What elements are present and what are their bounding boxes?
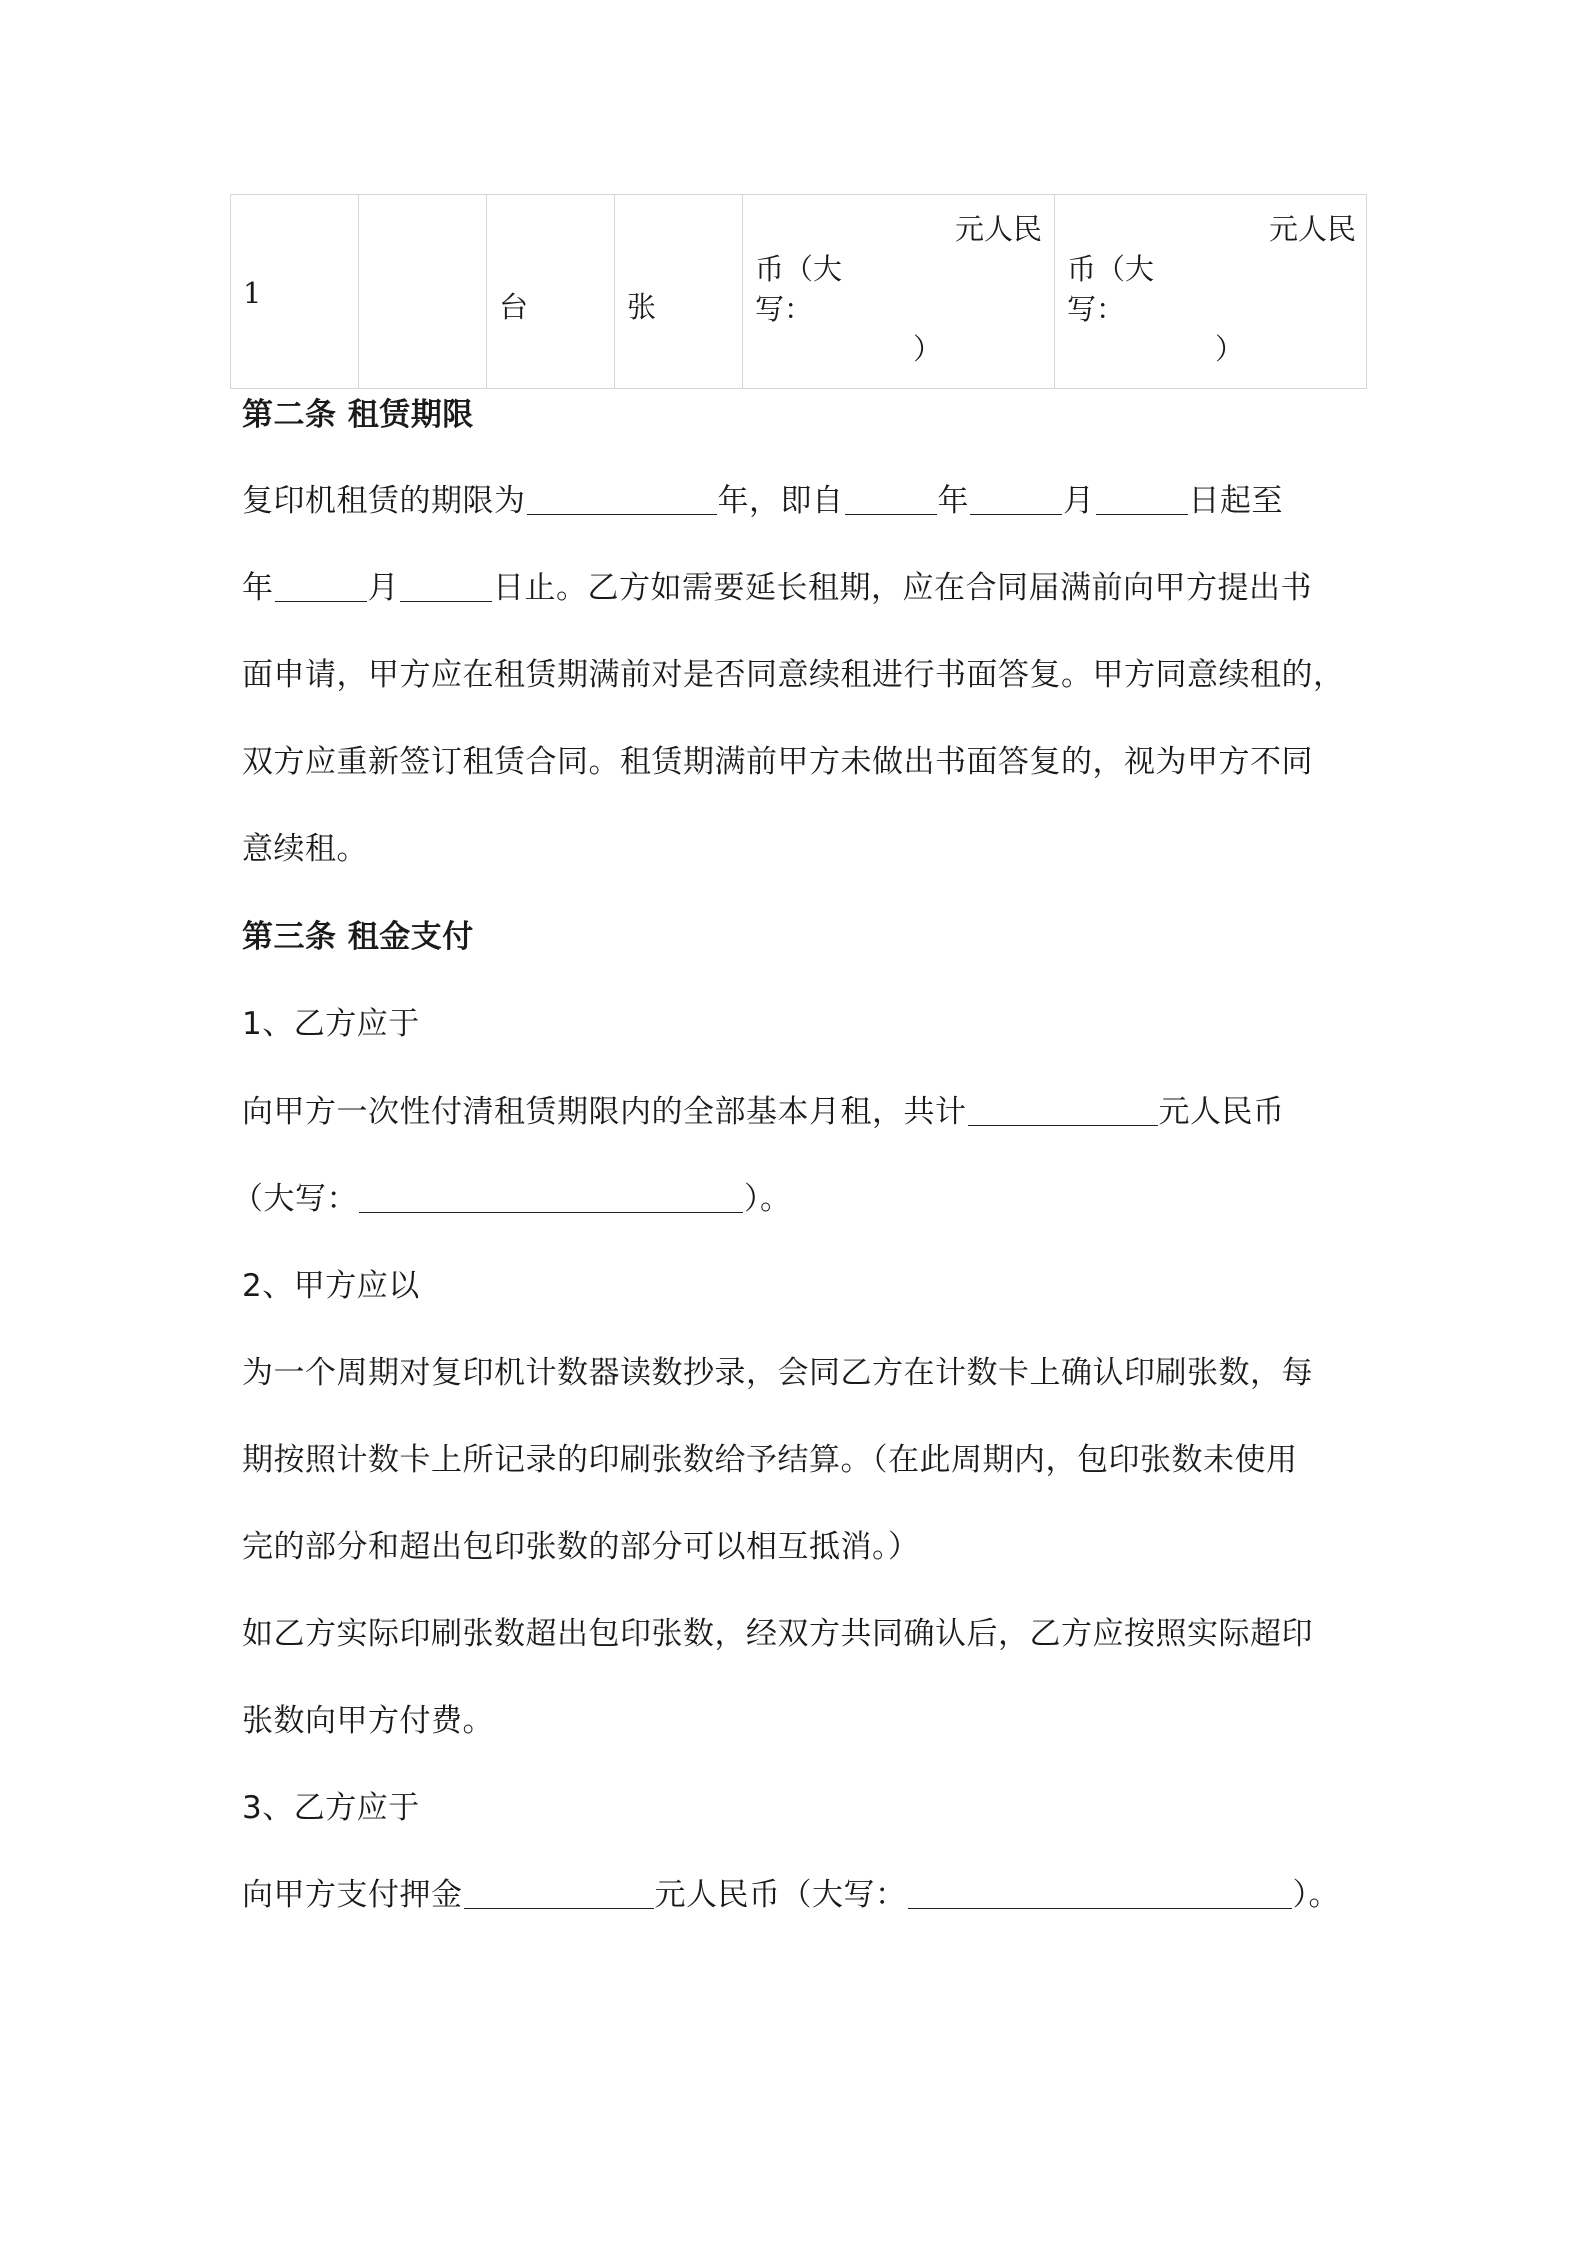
article2-line2 bbox=[242, 570, 1312, 606]
price-a-line2: 币（大 bbox=[755, 252, 843, 286]
text-segment: ）。 bbox=[744, 1181, 792, 1217]
fill-blank-start-year[interactable] bbox=[845, 513, 937, 515]
fill-blank-rent-uppercase[interactable] bbox=[359, 1211, 743, 1213]
article3-item2-line4: 如乙方实际印刷张数超出包印张数，经双方共同确认后，乙方应按照实际超印 bbox=[242, 1616, 1313, 1652]
text-segment: 复印机租赁的期限为 bbox=[242, 483, 526, 519]
text-segment: 日止。乙方如需要延长租期，应在合同届满前向甲方提出书 bbox=[493, 570, 1312, 606]
price-a-line1: 元人民 bbox=[954, 212, 1042, 246]
text-segment: 年 bbox=[937, 483, 969, 519]
table-row bbox=[231, 195, 1367, 389]
article2-line4: 双方应重新签订租赁合同。租赁期满前甲方未做出书面答复的，视为甲方不同 bbox=[242, 744, 1313, 780]
fill-blank-start-day[interactable] bbox=[1096, 513, 1188, 515]
article2-heading: 第二条 租赁期限 bbox=[242, 397, 474, 433]
article3-item1-line2 bbox=[232, 1181, 792, 1217]
article3-item2-line3: 完的部分和超出包印张数的部分可以相互抵消。） bbox=[242, 1529, 920, 1565]
table-cell-unit bbox=[615, 195, 743, 389]
price-b-line4: ） bbox=[1215, 332, 1245, 366]
article3-heading: 第三条 租金支付 bbox=[242, 919, 474, 955]
table-cell-empty bbox=[359, 195, 487, 389]
fill-blank-deposit-uppercase[interactable] bbox=[908, 1907, 1292, 1909]
text-segment: 元人民币（大写： bbox=[654, 1877, 907, 1913]
price-b-line3: 写： bbox=[1067, 292, 1126, 326]
row-index: 1 bbox=[243, 276, 262, 310]
fill-blank-end-month-year[interactable] bbox=[275, 600, 367, 602]
unit-tai: 台 bbox=[499, 290, 529, 324]
article3-item3: 3、乙方应于 bbox=[242, 1790, 420, 1826]
article2-line5: 意续租。 bbox=[242, 831, 368, 867]
text-segment: 年，即自 bbox=[717, 483, 844, 519]
text-segment: （大写： bbox=[232, 1181, 358, 1217]
price-a-line4: ） bbox=[913, 332, 943, 366]
rental-items-table bbox=[230, 194, 1367, 389]
text-segment: 月 bbox=[1063, 483, 1095, 519]
text-segment: 年 bbox=[242, 570, 274, 606]
article3-item3-line1 bbox=[242, 1877, 1340, 1913]
text-segment: ）。 bbox=[1292, 1877, 1340, 1913]
table-cell-unit bbox=[487, 195, 615, 389]
text-segment: 日起至 bbox=[1188, 483, 1283, 519]
article2-line3: 面申请，甲方应在租赁期满前对是否同意续租进行书面答复。甲方同意续租的， bbox=[242, 657, 1345, 693]
price-b-line1: 元人民 bbox=[1268, 212, 1356, 246]
article3-item2: 2、甲方应以 bbox=[242, 1268, 420, 1304]
article3-item2-line5: 张数向甲方付费。 bbox=[242, 1703, 494, 1739]
article3-item1-line1 bbox=[242, 1094, 1285, 1130]
text-segment: 向甲方支付押金 bbox=[242, 1877, 463, 1913]
table-cell-index bbox=[231, 195, 359, 389]
article3-item2-line2: 期按照计数卡上所记录的印刷张数给予结算。（在此周期内，包印张数未使用 bbox=[242, 1442, 1298, 1478]
article2-line1 bbox=[242, 483, 1283, 519]
article3-item1: 1、乙方应于 bbox=[242, 1006, 420, 1042]
price-a-line3: 写： bbox=[755, 292, 814, 326]
table-cell-price bbox=[1055, 195, 1367, 389]
table-cell-price bbox=[743, 195, 1055, 389]
price-b-line2: 币（大 bbox=[1067, 252, 1155, 286]
fill-blank-years[interactable] bbox=[527, 513, 717, 515]
text-segment: 向甲方一次性付清租赁期限内的全部基本月租，共计 bbox=[242, 1094, 967, 1130]
fill-blank-end-day[interactable] bbox=[400, 600, 492, 602]
article3-item2-line1: 为一个周期对复印机计数器读数抄录，会同乙方在计数卡上确认印刷张数，每 bbox=[242, 1355, 1313, 1391]
unit-zhang: 张 bbox=[627, 290, 657, 324]
fill-blank-start-month[interactable] bbox=[970, 513, 1062, 515]
text-segment: 月 bbox=[367, 570, 399, 606]
text-segment: 元人民币 bbox=[1158, 1094, 1285, 1130]
fill-blank-total-rent[interactable] bbox=[968, 1124, 1158, 1126]
fill-blank-deposit[interactable] bbox=[464, 1907, 654, 1909]
